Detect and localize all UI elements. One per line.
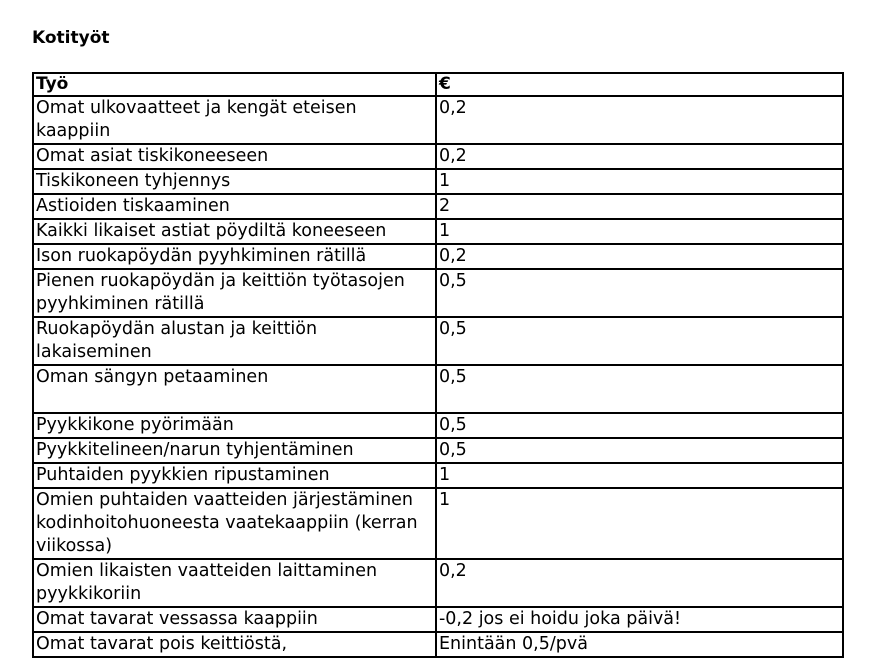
header-price: € (436, 73, 843, 96)
table-row (33, 559, 843, 607)
price-cell: 0,2 (436, 144, 843, 169)
task-cell: Ison ruokapöydän pyyhkiminen rätillä (33, 244, 436, 269)
price-cell: 1 (436, 463, 843, 488)
table-row (33, 607, 843, 632)
table-row (33, 438, 843, 463)
price-cell: 1 (436, 219, 843, 244)
price-cell: 0,2 (436, 244, 843, 269)
price-cell: 1 (436, 169, 843, 194)
table-row (33, 463, 843, 488)
task-cell: Omien likaisten vaatteiden laittaminen pyykkikoriin (33, 559, 436, 607)
chores-table (32, 72, 844, 658)
table-header-row (33, 73, 843, 96)
price-cell: 0,2 (436, 96, 843, 144)
price-cell: 0,2 (436, 559, 843, 607)
task-cell: Puhtaiden pyykkien ripustaminen (33, 463, 436, 488)
task-cell: Pyykkitelineen/narun tyhjentäminen (33, 438, 436, 463)
task-cell: Omat tavarat vessassa kaappiin (33, 607, 436, 632)
task-cell: Pienen ruokapöydän ja keittiön työtasojen pyyhkiminen rätillä (33, 269, 436, 317)
table-row (33, 413, 843, 438)
task-cell: Ruokapöydän alustan ja keittiön lakaiseminen (33, 317, 436, 365)
task-cell: Omat ulkovaatteet ja kengät eteisen kaappiin (33, 96, 436, 144)
table-row (33, 488, 843, 559)
price-cell: -0,2 jos ei hoidu joka päivä! (436, 607, 843, 632)
table-row (33, 194, 843, 219)
table-row (33, 244, 843, 269)
table-row (33, 96, 843, 144)
page-title: Kotityöt (32, 28, 110, 48)
task-cell: Omien puhtaiden vaatteiden järjestäminen kodinhoitohuoneesta vaatekaappiin (kerran viikossa) (33, 488, 436, 559)
table-row (33, 365, 843, 413)
table-row (33, 317, 843, 365)
price-cell: 2 (436, 194, 843, 219)
task-cell: Astioiden tiskaaminen (33, 194, 436, 219)
table-row (33, 269, 843, 317)
price-cell: 0,5 (436, 365, 843, 413)
price-cell: 0,5 (436, 438, 843, 463)
table-row (33, 632, 843, 657)
price-cell: Enintään 0,5/pvä (436, 632, 843, 657)
table-row (33, 219, 843, 244)
task-cell: Oman sängyn petaaminen (33, 365, 436, 413)
task-cell: Omat tavarat pois keittiöstä, (33, 632, 436, 657)
task-cell: Omat asiat tiskikoneeseen (33, 144, 436, 169)
task-cell: Kaikki likaiset astiat pöydiltä koneeseen (33, 219, 436, 244)
table-row (33, 169, 843, 194)
price-cell: 0,5 (436, 317, 843, 365)
table-row (33, 144, 843, 169)
price-cell: 1 (436, 488, 843, 559)
task-cell: Tiskikoneen tyhjennys (33, 169, 436, 194)
task-cell: Pyykkikone pyörimään (33, 413, 436, 438)
price-cell: 0,5 (436, 269, 843, 317)
header-task: Työ (33, 73, 436, 96)
price-cell: 0,5 (436, 413, 843, 438)
